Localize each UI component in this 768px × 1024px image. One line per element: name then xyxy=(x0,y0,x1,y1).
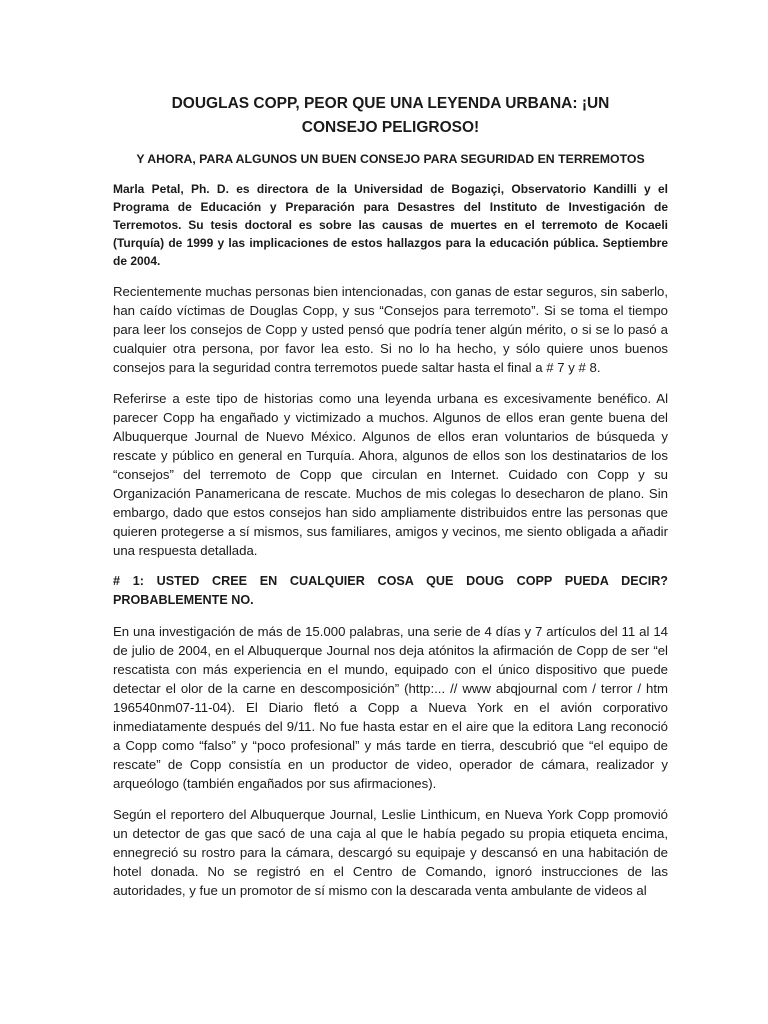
author-note: Marla Petal, Ph. D. es directora de la Universidad de Bogaziçi, Observatorio Kandilli y el Programa de Educación y Preparación para Desastres del Instituto de Investigación de Terremotos. Su tesis doctoral es sobre las causas de muertes en el terremoto de Kocaeli (Turquía) de 1999 y las implicaciones de estos hallazgos para la educación pública. Septiembre de 2004. xyxy=(113,182,668,268)
section-1-paragraph-2: Según el reportero del Albuquerque Journal, Leslie Linthicum, en Nueva York Copp promovió un detector de gas que sacó de una caja al que le había pegado su propia etiqueta encima, ennegreció su rostro para la cámara, descargó su equipaje y descansó en una habitación de hotel donada. No se registró en el Centro de Comando, ignoró instrucciones de las autoridades, y fue un promotor de sí mismo con la descarada venta ambulante de videos al xyxy=(113,807,668,898)
intro-paragraph-2: Referirse a este tipo de historias como una leyenda urbana es excesivamente benéfico. Al parecer Copp ha engañado y victimizado a muchos. Algunos de ellos eran gente buena del Albuquerque Journal de Nuevo México. Algunos de ellos eran voluntarios de búsqueda y rescate y público en general en Turquía. Ahora, algunos de ellos son los destinatarios de los “consejos” del terremoto de Copp que circulan en Internet. Cuidado con Copp y su Organización Panamericana de rescate. Muchos de mis colegas lo desecharon de plano. Sin embargo, dado que estos consejos han sido ampliamente distribuidos entre las personas que quieren protegerse a sí mismos, sus familiares, amigos y vecinos, me siento obligada a añadir una respuesta detallada. xyxy=(113,391,668,558)
document-subtitle: Y AHORA, PARA ALGUNOS UN BUEN CONSEJO PARA SEGURIDAD EN TERREMOTOS xyxy=(136,152,645,166)
section-1-paragraph-1: En una investigación de más de 15.000 palabras, una serie de 4 días y 7 artículos del 11 al 14 de julio de 2004, en el Albuquerque Journal nos deja atónitos la afirmación de Copp de ser “el rescatista con más experiencia en el mundo, equipado con el único dispositivo que puede detectar el olor de la carne en descomposición” (http:... // www abqjournal com / terror / htm 196540nm07-11-04). El Diario fletó a Copp a Nueva York en el avión corporativo inmediatamente después del 9/11. No fue hasta estar en el aire que la editora Lang reconoció a Copp como “falso” y “poco profesional” y más tarde en tierra, descubrió que “el equipo de rescate” de Copp consistía en un productor de video, operador de cámara, realizador y arqueólogo (también engañados por sus afirmaciones). xyxy=(113,624,668,791)
intro-paragraph-1: Recientemente muchas personas bien intencionadas, con ganas de estar seguros, sin saberlo, han caído víctimas de Douglas Copp, y sus “Consejos para terremoto”. Si se toma el tiempo para leer los consejos de Copp y usted pensó que podría tener algún mérito, o si se lo pasó a cualquier otra persona, por favor lea esto. Si no lo ha hecho, y sólo quiere unos buenos consejos para la seguridad contra terremotos puede saltar hasta el final a # 7 y # 8. xyxy=(113,284,668,375)
document-title: DOUGLAS COPP, PEOR QUE UNA LEYENDA URBANA: ¡UN CONSEJO PELIGROSO! xyxy=(171,95,610,136)
section-1-heading: # 1: USTED CREE EN CUALQUIER COSA QUE DOUG COPP PUEDA DECIR? PROBABLEMENTE NO. xyxy=(113,574,668,607)
